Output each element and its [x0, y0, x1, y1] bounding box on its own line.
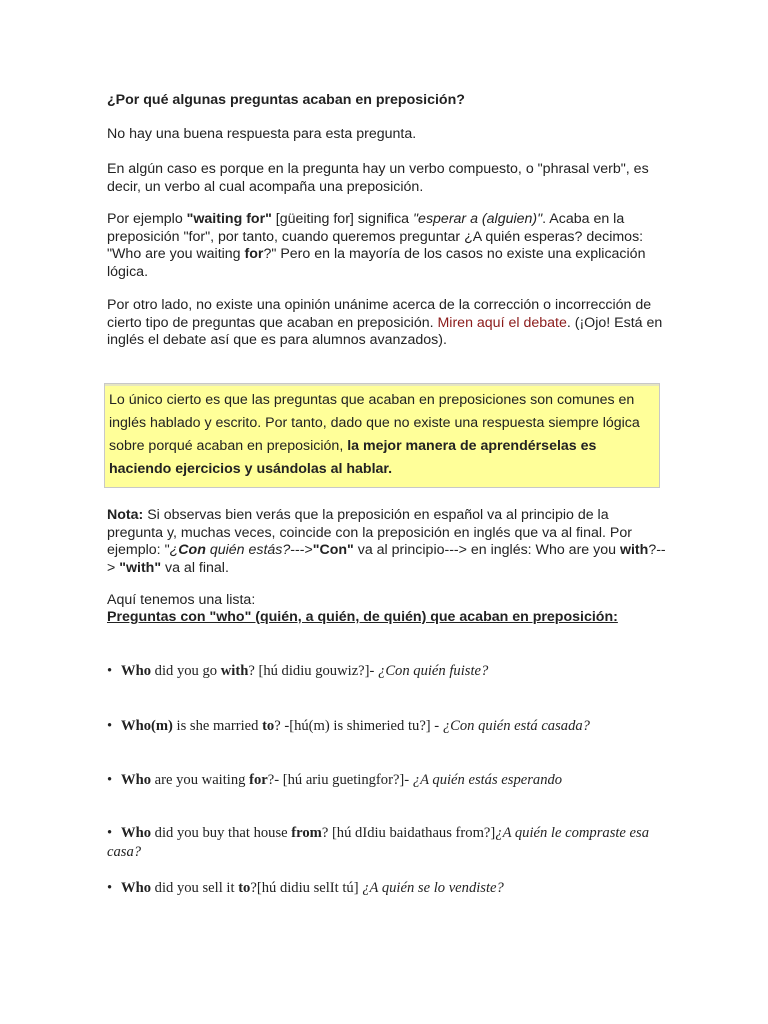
paragraph-intro: No hay una buena respuesta para esta pregunta. — [107, 126, 417, 142]
list-item: • Who did you go with? [hú didiu gouwiz?]- ¿Con quién fuiste? — [107, 663, 489, 679]
bullet-icon: • — [107, 663, 113, 679]
paragraph-example: Por ejemplo "waiting for" [güeiting for] significa "esperar a (alguien)". Acaba en la preposición "for", por tanto, cuando queremos preguntar ¿A quién esperas? decimos: "Who are you waiting for?" Pero en la mayoría de los casos no existe una explicación lógica. — [107, 211, 646, 280]
debate-link[interactable]: Miren aquí el debate — [437, 314, 567, 331]
list-item: • Who are you waiting for?- [hú ariu guetingfor?]- ¿A quién estás esperando — [107, 772, 563, 788]
list-heading: Preguntas con "who" (quién, a quién, de quién) que acaban en preposición: — [107, 609, 618, 625]
list-item: • Who did you sell it to?[hú didiu selIt tú] ¿A quién se lo vendiste? — [107, 880, 504, 896]
paragraph-nota: Nota: Si observas bien verás que la preposición en español va al principio de la pregunta y, muchas veces, coincide con la preposición en inglés que va al final. Por ejemplo: "¿Con quién estás?--->"Con" va al principio---> en inglés: Who are you with?--> "with" va al final. — [107, 507, 666, 576]
list-item: • Who(m) is she married to? -[hú(m) is shimeried tu?] - ¿Con quién está casada? — [107, 718, 590, 734]
list-item: • Who did you buy that house from? [hú dIdiu baidathaus from?]¿A quién le compraste esa casa? — [107, 825, 650, 860]
page-title: ¿Por qué algunas preguntas acaban en preposición? — [107, 92, 465, 108]
bullet-icon: • — [107, 718, 113, 734]
paragraph-debate: Por otro lado, no existe una opinión unánime acerca de la corrección o incorrección de cierto tipo de preguntas que acaban en preposición. Miren aquí el debate. (¡Ojo! Está en inglés el debate así que es para alumnos avanzados). — [107, 297, 663, 348]
highlight-box: Lo único cierto es que las preguntas que acaban en preposiciones son comunes en inglés hablado y escrito. Por tanto, dado que no existe una respuesta siempre lógica sobre porqué acaban en preposición, la mejor manera de aprendérselas es haciendo ejercicios y usándolas al hablar. — [104, 383, 660, 488]
bullet-icon: • — [107, 825, 113, 841]
bullet-icon: • — [107, 880, 113, 896]
list-intro: Aquí tenemos una lista: — [107, 592, 256, 608]
bullet-icon: • — [107, 772, 113, 788]
paragraph-phrasal-verb: En algún caso es porque en la pregunta hay un verbo compuesto, o "phrasal verb", es decir, un verbo al cual acompaña una preposición. — [107, 161, 649, 195]
nota-label: Nota: — [107, 507, 144, 523]
